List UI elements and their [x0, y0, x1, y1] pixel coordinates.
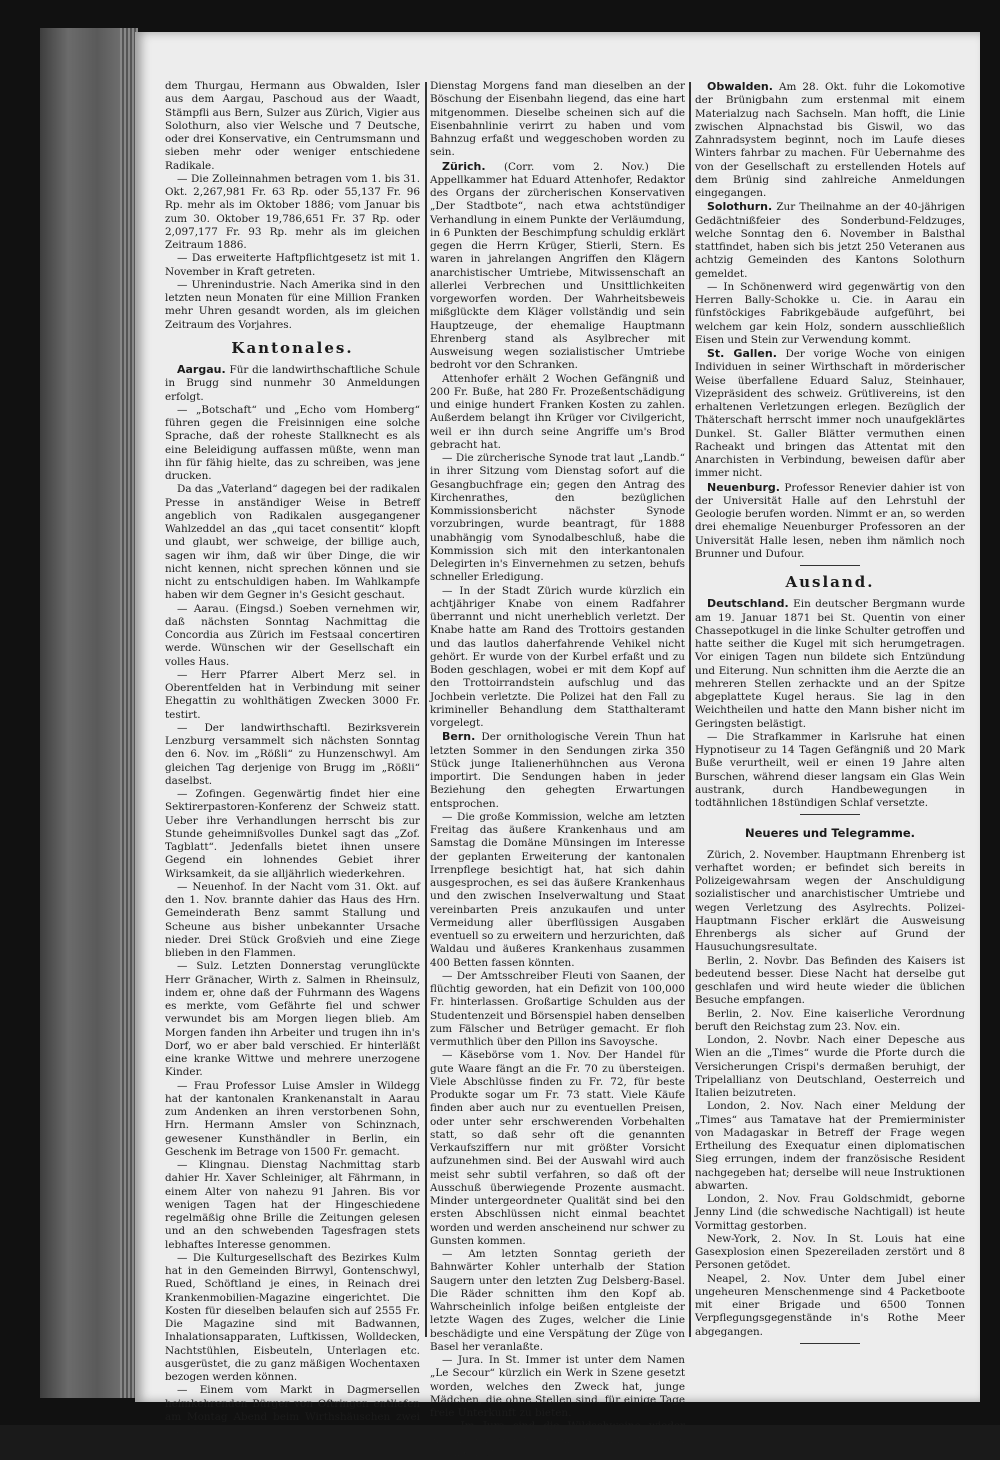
telegram-text: Berlin, 2. Novbr. Das Befinden des Kaisers ist bedeutend besser. Diese Nacht hat derselbe gut geschlafen und wird heute wieder die üblichen Besuche empfangen.	[695, 954, 965, 1007]
article-text: — Die große Kommission, welche am letzten Freitag das äußere Krankenhaus und am Samstag die Domäne Münsingen im Interesse der geplanten Erweiterung der kantonalen Irrenpflege besichtigt hat, hat sich dahin ausgesprochen, es sei das äußere Krankenhaus und den zwischen Inselverwaltung und Staat vereinbarten Preis anzukaufen und unter Vermeidung aller überflüssigen Ausgaben eventuell so zu erweitern und herzurichten, daß Waldau und äußeres Krankenhaus zusammen 400 Betten fassen könnten.	[430, 810, 685, 969]
end-divider	[800, 1343, 860, 1344]
article-text: dem Thurgau, Hermann aus Obwalden, Isler aus dem Aargau, Paschoud aus der Waadt, Stämpfli aus Bern, Sulzer aus Zürich, Vigier aus Solothurn, also vier Welsche und 7 Deutsche, oder drei Konservative, ein Centrumsmann und sieben mehr oder weniger entschiedene Radikale.	[165, 80, 420, 172]
telegram-text: New-York, 2. Nov. In St. Louis hat eine Gasexplosion einen Spezereiladen zerstört und 8 Personen getödet.	[695, 1232, 965, 1272]
section-divider	[800, 814, 860, 815]
article-text: — Zofingen. Gegenwärtig findet hier eine Sektirerpastoren-Konferenz der Schweiz statt. Ueber ihre Verhandlungen herrscht bis zur Stunde geheimnißvolles Dunkel sagt das „Zof. Tagblatt“. Jedenfalls bietet ihnen unsere Gegend ein lohnendes Gebiet ihrer Wirksamkeit, da sie alljährlich wiederkehren.	[165, 788, 420, 880]
canton-heading-bern: Bern.	[442, 730, 476, 744]
column-3	[695, 80, 965, 1352]
canton-heading-neuenburg: Neuenburg.	[707, 480, 780, 494]
section-heading-telegramme: Neueres und Telegramme.	[745, 826, 915, 841]
article-text: Professor Renevier dahier ist von der Universität Halle auf den Lehrstuhl der Geologie berufen worden. Nimmt er an, so werden drei ehemalige Neuenburger Professoren an der Universität Halle lesen, neben ihm nämlich noch Brunner und Dufour.	[695, 481, 965, 560]
article-text: — Klingnau. Dienstag Nachmittag starb dahier Hr. Xaver Schleiniger, alt Fährmann, in einem Alter von nahezu 91 Jahren. Bis vor wenigen Tagen hat der Hingeschiedene regelmäßig ohne Brille die Zeitungen gelesen und an den schwebenden Tagesfragen stets lebhaftes Interesse genommen.	[165, 1159, 420, 1251]
article-text: — Sulz. Letzten Donnerstag verunglückte Herr Gränacher, Wirth z. Salmen in Rheinsulz, indem er, ohne daß der Fuhrmann des Wagens es merkte, vom Gefährte fiel und schwer verwundet bis am Morgen liegen blieb. Am Morgen fanden ihn Arbeiter und trugen ihn in's Dorf, wo er aber bald verschied. Er hinterläßt eine kranke Wittwe und mehrere unerzogene Kinder.	[165, 960, 420, 1079]
article-text: — Aarau. (Eingsd.) Soeben vernehmen wir, daß nächsten Sonntag Nachmittag die Concordia aus Zürich im Festsaal concertiren werde. Wünschen wir der Gesellschaft ein volles Haus.	[165, 602, 420, 668]
article-text: — Die zürcherische Synode trat laut „Landb.“ in ihrer Sitzung vom Dienstag sofort auf die Gesangbuchfrage ein; gegen den Antrag des Kirchenrathes, den bezüglichen Kommissionsbericht nächster Synode vorzubringen, wurde beantragt, für 1888 unabhängig vom Synodalbeschluß, habe die Kommission sich mit den interkantonalen Delegirten in's Einvernehmen zu setzen, behufs schneller Erledigung.	[430, 452, 685, 584]
country-heading-deutschland: Deutschland.	[707, 597, 789, 611]
article-text: — Am letzten Sonntag gerieth der Bahnwärter Kohler unterhalb der Station Saugern unter den letzten Zug Delsberg-Basel. Die Räder schnitten ihm den Kopf ab. Wahrscheinlich infolge beißen entgleiste der letzte Wagen des Zuges, welcher die Linie beschädigte und eine Verspätung der Züge von Basel her veranlaßte.	[430, 1248, 685, 1353]
article-text: — Neuenhof. In der Nacht vom 31. Okt. auf den 1. Nov. brannte dahier das Haus des Hrn. Gemeinderath Benz sammt Stallung und Scheune aus bisher unbekannter Ursache nieder. Drei Stück Großvieh und eine Ziege blieben in den Flammen.	[165, 880, 420, 959]
article-text: — „Botschaft“ und „Echo vom Homberg“ führen gegen die Freisinnigen eine solche Sprache, daß der roheste Stallknecht es als eine Beleidigung auffassen müßte, wenn man ihn für fähig hielte, das zu schreiben, was jene drucken.	[165, 403, 420, 482]
article-text: — Die Strafkammer in Karlsruhe hat einen Hypnotiseur zu 14 Tagen Gefängniß und 20 Mark Buße verurtheilt, weil er einen 19 Jahre alten Burschen, während dieser langsam ein Glas Wein austrank, durch Handbewegungen in todtähnlichen 18stündigen Schlaf versetzte.	[695, 730, 965, 809]
section-divider	[800, 565, 860, 566]
article-text: — Die Kulturgesellschaft des Bezirkes Kulm hat in den Gemeinden Birrwyl, Gontenschwyl, Rued, Schöftland je eines, in Reinach drei Krankenmobilien-Magazine eingerichtet. Die Kosten für dieselben belaufen sich auf 2555 Fr. Die Magazine sind mit Badwannen, Inhalationsapparaten, Luftkissen, Wolldecken, Nachtstühlen, Eisbeuteln, Unterlagen etc. ausgerüstet, die zu ganz mäßigen Wochentaxen bezogen werden können.	[165, 1251, 420, 1383]
column-1	[165, 80, 420, 1437]
column-rule-2	[689, 82, 691, 1337]
telegram-text: London, 2. Nov. Nach einer Meldung der „Times“ aus Tamatave hat der Premierminister von Madagaskar in Betreff der Frage wegen Ertheilung des Exequatur einen diplomatischen Sieg errungen, indem der französische Resident nachgegeben hat; derselbe will neue Instruktionen abwarten.	[695, 1100, 965, 1192]
article-text: — Im Jura sind die Wildschweine wieder erschienen, bereits hat ein Jäger in Lützel zwei Stück erlegt.	[430, 1420, 685, 1459]
article-text: — Der landwirthschaftl. Bezirksverein Lenzburg versammelt sich nächsten Sonntag den 6. Nov. im „Rößli“ zu Hunzenschwyl. Am gleichen Tag derjenige von Brugg im „Rößli“ daselbst.	[165, 721, 420, 787]
section-heading-ausland: Ausland.	[785, 573, 875, 591]
article-text: — Die Zolleinnahmen betragen vom 1. bis 31. Okt. 2,267,981 Fr. 63 Rp. oder 55,137 Fr. 96 Rp. mehr als im Oktober 1886; vom Januar bis zum 30. Oktober 19,786,651 Fr. 37 Rp. oder 2,097,177 Fr. 93 Rp. mehr als im gleichen Zeitraum 1886.	[165, 172, 420, 251]
canton-heading-solothurn: Solothurn.	[707, 200, 773, 214]
article-text: (Corr. vom 2. Nov.) Die Appellkammer hat Eduard Attenhofer, Redaktor des Organs der zürcherischen Konservativen „Der Stadtbote“, nach etwa achtstündiger Verhandlung in einem Punkte der Verläumdung, in 6 Punkten der Beschimpfung schuldig erklärt gegen die Herrn Krüger, Stierli, Stern. Es waren in jahrelangen Angriffen den Klägern anarchistischer Umtriebe, Mitwissenschaft an allerlei Verbrechen und Unsittlichkeiten vorgeworfen worden. Der Wahrheitsbeweis mißglückte dem Kläger vollständig und sein Hauptzeuge, der ehemalige Hauptmann Ehrenberg stand als Asylbrecher mit Ausweisung wegen sozialistischer Umtriebe bedroht vor den Schranken.	[430, 160, 685, 372]
article-text: — Einem vom Markt in Dagmersellen heimkehrenden Bürger von Oftringen entliefen am Montag Abend beim Wirthshäuschen zwei Rinder.	[165, 1384, 420, 1436]
article-text: Für die landwirthschaftliche Schule in Brugg sind nunmehr 30 Anmeldungen erfolgt.	[165, 364, 420, 403]
telegram-text: London, 2. Nov. Frau Goldschmidt, geborne Jenny Lind (die schwedische Nachtigall) ist heute Vormittag gestorben.	[695, 1193, 965, 1232]
article-text: — Käsebörse vom 1. Nov. Der Handel für gute Waare fängt an die Fr. 70 zu übersteigen. Viele Abschlüsse finden zu Fr. 72, für beste Produkte sogar um Fr. 73 statt. Viele Käufe finden aber auch nur zu eventuellen Preisen, oder unter sehr erschwerenden Vorbehalten statt, so daß sehr oft die genannten Verkaufsziffern nur mit größter Vorsicht aufzunehmen sind. Bei der Auswahl wird auch meist sehr subtil verfahren, so daß oft der Ausschuß überwiegende Prozente ausmacht. Minder untergeordneter Qualität sind bei den ersten Abschlüssen nicht einmal beachtet worden und werden anscheinend nur schwer zu Gunsten kommen.	[430, 1049, 685, 1247]
article-text: Am 28. Okt. fuhr die Lokomotive der Brünigbahn zum erstenmal mit einem Materialzug nach Sachseln. Man hofft, die Linie zwischen Alpnachstad bis Giswil, wo das Zahnradsystem beginnt, noch im Laufe dieses Winters fahrbar zu machen. Für Uebernahme des von der Gesellschaft zu erstellenden Hotels auf dem Brünig sind zahlreiche Anmeldungen eingegangen.	[695, 81, 965, 199]
article-text: — Herr Pfarrer Albert Merz sel. in Oberentfelden hat in Verbindung mit seiner Ehegattin zu wohlthätigen Zwecken 3000 Fr. testirt.	[165, 668, 420, 721]
article-text: Zur Theilnahme an der 40-jährigen Gedächtnißfeier des Sonderbund-Feldzuges, welche Sonntag den 6. November in Balsthal stattfindet, haben sich bis jetzt 250 Veteranen aus achtzig Gemeinden des Kantons Solothurn gemeldet.	[695, 201, 965, 280]
article-text: — In Schönenwerd wird gegenwärtig von den Herren Bally-Schokke u. Cie. in Aarau ein fünfstöckiges Fabrikgebäude aufgeführt, bei welchem gar kein Holz, sondern ausschließlich Eisen und Stein zur Verwendung kommt.	[695, 280, 965, 346]
article-text: — Das erweiterte Haftpflichtgesetz ist mit 1. November in Kraft getreten.	[165, 252, 420, 278]
article-text: Attenhofer erhält 2 Wochen Gefängniß und 200 Fr. Buße, hat 280 Fr. Prozeßentschädigung und einige hundert Franken Kosten zu zahlen. Außerdem belangt ihn Krüger vor Civilgericht, weil er ihn durch seine Angriffe um's Brod gebracht hat.	[430, 372, 685, 451]
article-text: — Frau Professor Luise Amsler in Wildegg hat der kantonalen Krankenanstalt in Aarau zum Andenken an ihren verstorbenen Sohn, Hrn. Hermann Amsler von Schinznach, gewesener Kunsthändler in Berlin, ein Geschenk im Betrage von 1500 Fr. gemacht.	[165, 1079, 420, 1158]
column-2	[430, 80, 685, 1460]
canton-heading-aargau: Aargau.	[177, 363, 226, 376]
article-text: Der ornithologische Verein Thun hat letzten Sommer in den Sendungen zirka 350 Stück junge Italienerhühnchen aus Verona importirt. Die Sendungen haben in jeder Beziehung den gehegten Erwartungen entsprochen.	[430, 731, 685, 810]
canton-heading-obwalden: Obwalden.	[707, 80, 773, 93]
article-text: — In der Stadt Zürich wurde kürzlich ein achtjähriger Knabe von einem Radfahrer überrannt und nicht unerheblich verletzt. Der Knabe hatte am Rand des Trottoirs gestanden und das lautlos daherfahrende Vehikel nicht gehört. Er wurde von der Kurbel erfaßt und zu Boden geschlagen, wobei er mit dem Kopf auf den Trottoirrandstein aufschlug und das Jochbein verletzte. Die Polizei hat den Fall zu krimineller Behandlung dem Statthalteramt vorgelegt.	[430, 584, 685, 729]
article-text: Der vorige Woche von einigen Individuen in seiner Wirthschaft in mörderischer Weise überfallene Eduard Saluz, Steinhauer, Vizepräsident des schweiz. Grütlivereins, ist den erhaltenen Verletzungen erlegen. Bezüglich der Thäterschaft herrscht immer noch unaufgeklärtes Dunkel. St. Galler Blätter vermuthen einen Racheakt und bringen das Attentat mit den Anarchisten in Verbindung, beweisen dafür aber immer nicht.	[695, 348, 965, 480]
column-rule-1	[425, 82, 427, 1337]
section-heading-kantonales: Kantonales.	[231, 338, 354, 357]
article-text: Ein deutscher Bergmann wurde am 19. Januar 1871 bei St. Quentin von einer Chassepotkugel in die linke Schulter getroffen und hatte seither die Kugel mit sich herumgetragen. Vor einigen Tagen nun bildete sich Entzündung und Eiterung. Nun schnitten ihm die Aerzte die an mehreren Stellen zerhackte und an der Spitze abgeplattete Kugel heraus. Sie lag in den Weichtheilen und hatte den Mann bisher nicht im Geringsten belästigt.	[695, 598, 965, 730]
telegram-text: Berlin, 2. Nov. Eine kaiserliche Verordnung beruft den Reichstag zum 23. Nov. ein.	[695, 1007, 965, 1033]
canton-heading-zuerich: Zürich.	[442, 159, 486, 173]
telegram-text: Neapel, 2. Nov. Unter dem Jubel einer ungeheuren Menschenmenge sind 4 Packetboote mit einer Brigade und 6500 Tonnen Verpflegungsgegenstände in's Rothe Meer abgegangen.	[695, 1272, 965, 1338]
article-text: — Der Amtsschreiber Fleuti von Saanen, der flüchtig geworden, hat ein Defizit von 100,000 Fr. hinterlassen. Großartige Schulden aus der Studentenzeit und Börsenspiel haben denselben zum Fälscher und Betrüger gemacht. Er floh vermuthlich über den Pillon ins Savoysche.	[430, 969, 685, 1048]
telegram-text: Zürich, 2. November. Hauptmann Ehrenberg ist verhaftet worden; er befindet sich bereits in Polizeigewahrsam wegen der Anschuldigung sozialistischer und anarchistischer Umtriebe und wegen Verletzung des Asylrechts. Polizei-Hauptmann Fischer erklärt die Ausweisung Ehrenbergs als sicher auf Grund der Hausuchungsresultate.	[695, 848, 965, 954]
article-text: Da das „Vaterland“ dagegen bei der radikalen Presse in anständiger Weise in Betreff angeblich von Radikalen ausgegangener Wahlzeddel an das „qui tacet consentit“ klopft und glaubt, wer schweige, der billige auch, sagen wir ihm, daß wir über Dinge, die wir nicht kennen, nicht sprechen können und sie nicht zu entschuldigen haben. Im Wahlkampfe haben wir dem Gegner in's Gesicht geschaut.	[165, 483, 420, 602]
article-text: Dienstag Morgens fand man dieselben an der Böschung der Eisenbahn liegend, das eine hart mitgenommen. Dieselbe scheinen sich auf die Eisenbahnlinie verirrt zu haben und vom Bahnzug erfaßt und weggeschoben worden zu sein.	[430, 80, 685, 159]
telegram-text: London, 2. Novbr. Nach einer Depesche aus Wien an die „Times“ wurde die Pforte durch die Versicherungen Crispi's dermaßen beruhigt, der Tripelallianz von Deutschland, Oesterreich und Italien beizutreten.	[695, 1034, 965, 1099]
article-text: — Jura. In St. Immer ist unter dem Namen „Le Secour“ kürzlich ein Werk in Szene gesetzt worden, welches den Zweck hat, junge Mädchen, die ohne Stellen sind, für einige Tage freie Unterkunft zu bieten.	[430, 1354, 685, 1419]
canton-heading-stgallen: St. Gallen.	[707, 347, 777, 360]
article-text: — Uhrenindustrie. Nach Amerika sind in den letzten neun Monaten für eine Million Franken mehr Uhren gesandt worden, als im gleichen Zeitraum des Vorjahres.	[165, 278, 420, 331]
